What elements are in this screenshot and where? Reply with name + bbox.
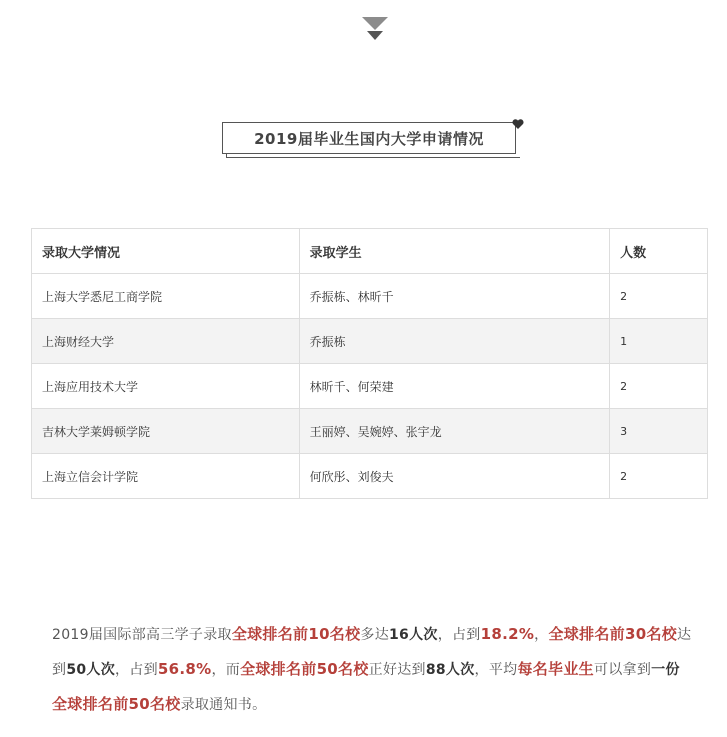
count-cell: 2 (610, 454, 708, 499)
students-cell: 乔振栋 (299, 319, 610, 364)
count-cell: 2 (610, 274, 708, 319)
summary-bold: 88人次 (425, 662, 475, 678)
students-cell: 林昕千、何荣建 (299, 364, 610, 409)
university-cell: 上海应用技术大学 (32, 364, 300, 409)
students-cell: 王丽婷、吴婉婷、张宇龙 (299, 409, 610, 454)
summary-highlight: 全球排名前10名校 (231, 625, 361, 643)
summary-text: 多达 (360, 627, 390, 643)
summary-text: 可以拿到 (593, 662, 652, 678)
summary-highlight: 全球排名前50名校 (52, 695, 181, 713)
summary-text: 2019届国际部高三学子录取 (52, 627, 232, 643)
chevron-down-icon (361, 16, 389, 42)
students-cell: 乔振栋、林昕千 (299, 274, 610, 319)
summary-highlight: 每名毕业生 (517, 660, 594, 678)
summary-paragraph (52, 617, 692, 722)
summary-text: ，平均 (474, 662, 518, 678)
summary-text: 正好达到 (368, 662, 426, 678)
summary-highlight: 全球排名前30名校 (548, 625, 678, 643)
section-title: 2019届毕业生国内大学申请情况 (222, 122, 516, 154)
column-header-students: 录取学生 (299, 229, 610, 274)
table-header-row (32, 229, 708, 274)
summary-text: ，占到 (437, 627, 481, 643)
count-cell: 2 (610, 364, 708, 409)
table-row (32, 409, 708, 454)
summary-text: ， (534, 627, 549, 643)
summary-highlight: 56.8% (157, 660, 212, 678)
university-cell: 吉林大学莱姆顿学院 (32, 409, 300, 454)
table-row (32, 274, 708, 319)
students-cell: 何欣彤、刘俊夫 (299, 454, 610, 499)
summary-highlight: 18.2% (480, 625, 535, 643)
count-cell: 1 (610, 319, 708, 364)
column-header-university: 录取大学情况 (32, 229, 300, 274)
summary-text: ，而 (211, 662, 241, 678)
column-header-count: 人数 (610, 229, 708, 274)
count-cell: 3 (610, 409, 708, 454)
summary-bold: 50人次 (66, 662, 115, 678)
university-cell: 上海大学悉尼工商学院 (32, 274, 300, 319)
summary-bold: 一份 (651, 662, 680, 678)
heart-icon (512, 118, 524, 130)
section-title-box (222, 122, 518, 156)
table-row (32, 364, 708, 409)
summary-text: 达到 (52, 627, 692, 678)
table-row (32, 319, 708, 364)
summary-text: 录取通知书。 (180, 697, 267, 713)
table-row (32, 454, 708, 499)
university-cell: 上海立信会计学院 (32, 454, 300, 499)
summary-bold: 16人次 (389, 627, 438, 643)
university-cell: 上海财经大学 (32, 319, 300, 364)
summary-highlight: 全球排名前50名校 (240, 660, 369, 678)
summary-text: ，占到 (115, 662, 158, 678)
admissions-table (31, 228, 708, 499)
